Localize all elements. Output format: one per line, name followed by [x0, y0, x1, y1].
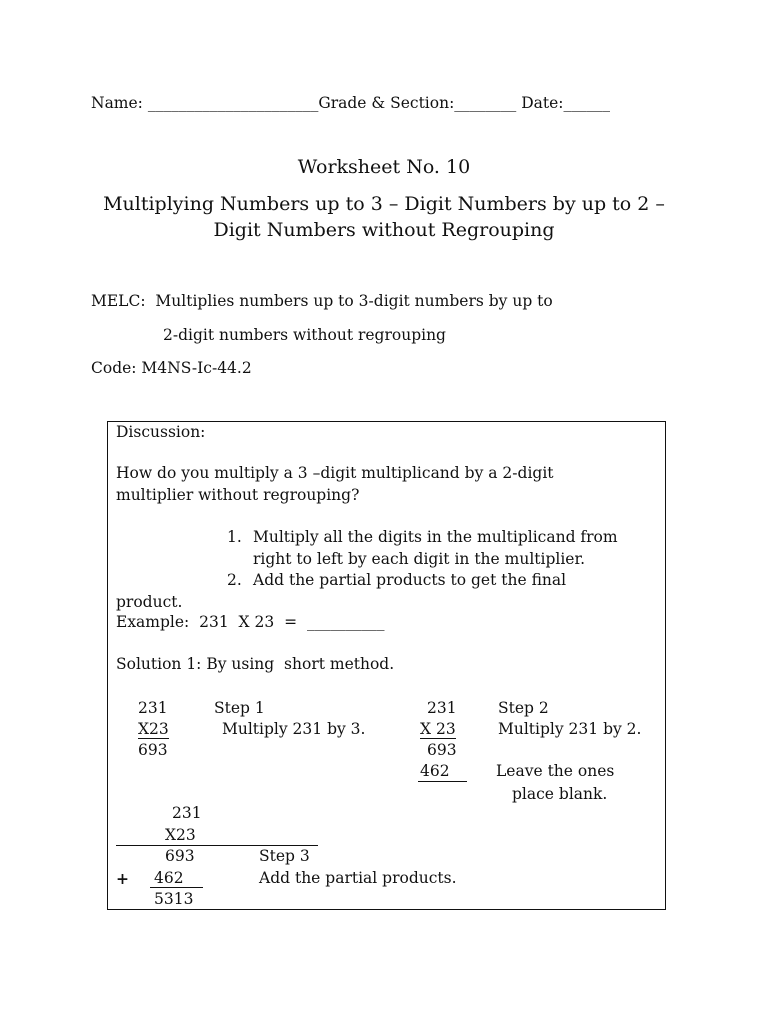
step2-description: Multiply 231 by 2. — [498, 720, 642, 738]
worksheet-number: Worksheet No. 10 — [297, 156, 471, 178]
worksheet-title-line1: Multiplying Numbers up to 3 – Digit Numbers by up to 2 – — [103, 193, 665, 215]
step3-partial1: 693 — [165, 847, 195, 865]
step2-product2: 462 — [420, 762, 450, 780]
step3-multiplier: X23 — [165, 826, 196, 844]
step2-note-line1: Leave the ones — [496, 762, 615, 780]
discussion-heading: Discussion: — [116, 423, 206, 441]
step3-plus-sign: + — [116, 869, 129, 888]
step3-partial2: 462 — [154, 869, 184, 887]
example-line: Example: 231 X 23 = __________ — [116, 613, 385, 631]
melc-line2: 2-digit numbers without regrouping — [163, 326, 446, 344]
step1-multiplier: X23 — [138, 720, 169, 738]
solution-heading: Solution 1: By using short method. — [116, 655, 395, 673]
step3-description: Add the partial products. — [259, 869, 457, 887]
name-grade-date-line: Name: ______________________Grade & Section:________ Date:______ — [91, 94, 611, 112]
step2-text-line1: Add the partial products to get the final — [253, 571, 567, 589]
step2-product1: 693 — [427, 741, 457, 759]
step3-title: Step 3 — [259, 847, 310, 865]
step2-title: Step 2 — [498, 699, 549, 717]
step1-text-line1: Multiply all the digits in the multiplicand from — [253, 528, 618, 546]
step1-text-line2: right to left by each digit in the multiplier. — [253, 550, 586, 568]
step2-text-line2: product. — [116, 593, 183, 611]
step1-product: 693 — [138, 741, 168, 759]
step2-multiplier: X 23 — [420, 720, 456, 738]
step3-total: 5313 — [154, 890, 194, 908]
step1-multiplicand: 231 — [138, 699, 168, 717]
step2-underline — [418, 781, 467, 782]
step2-multiplicand: 231 — [427, 699, 457, 717]
question-line2: multiplier without regrouping? — [116, 486, 360, 504]
melc-line1: MELC: Multiplies numbers up to 3-digit numbers by up to — [91, 292, 553, 310]
step2-number: 2. — [227, 571, 242, 589]
step1-description: Multiply 231 by 3. — [222, 720, 366, 738]
step3-sum-line — [150, 887, 203, 888]
step2-note-line2: place blank. — [512, 785, 608, 803]
step1-title: Step 1 — [214, 699, 265, 717]
step1-number: 1. — [227, 528, 242, 546]
melc-code: Code: M4NS-Ic-44.2 — [91, 359, 252, 377]
step3-long-line — [116, 845, 318, 846]
worksheet-title-line2: Digit Numbers without Regrouping — [213, 219, 555, 241]
step3-multiplicand: 231 — [172, 804, 202, 822]
question-line1: How do you multiply a 3 –digit multiplicand by a 2-digit — [116, 464, 554, 482]
